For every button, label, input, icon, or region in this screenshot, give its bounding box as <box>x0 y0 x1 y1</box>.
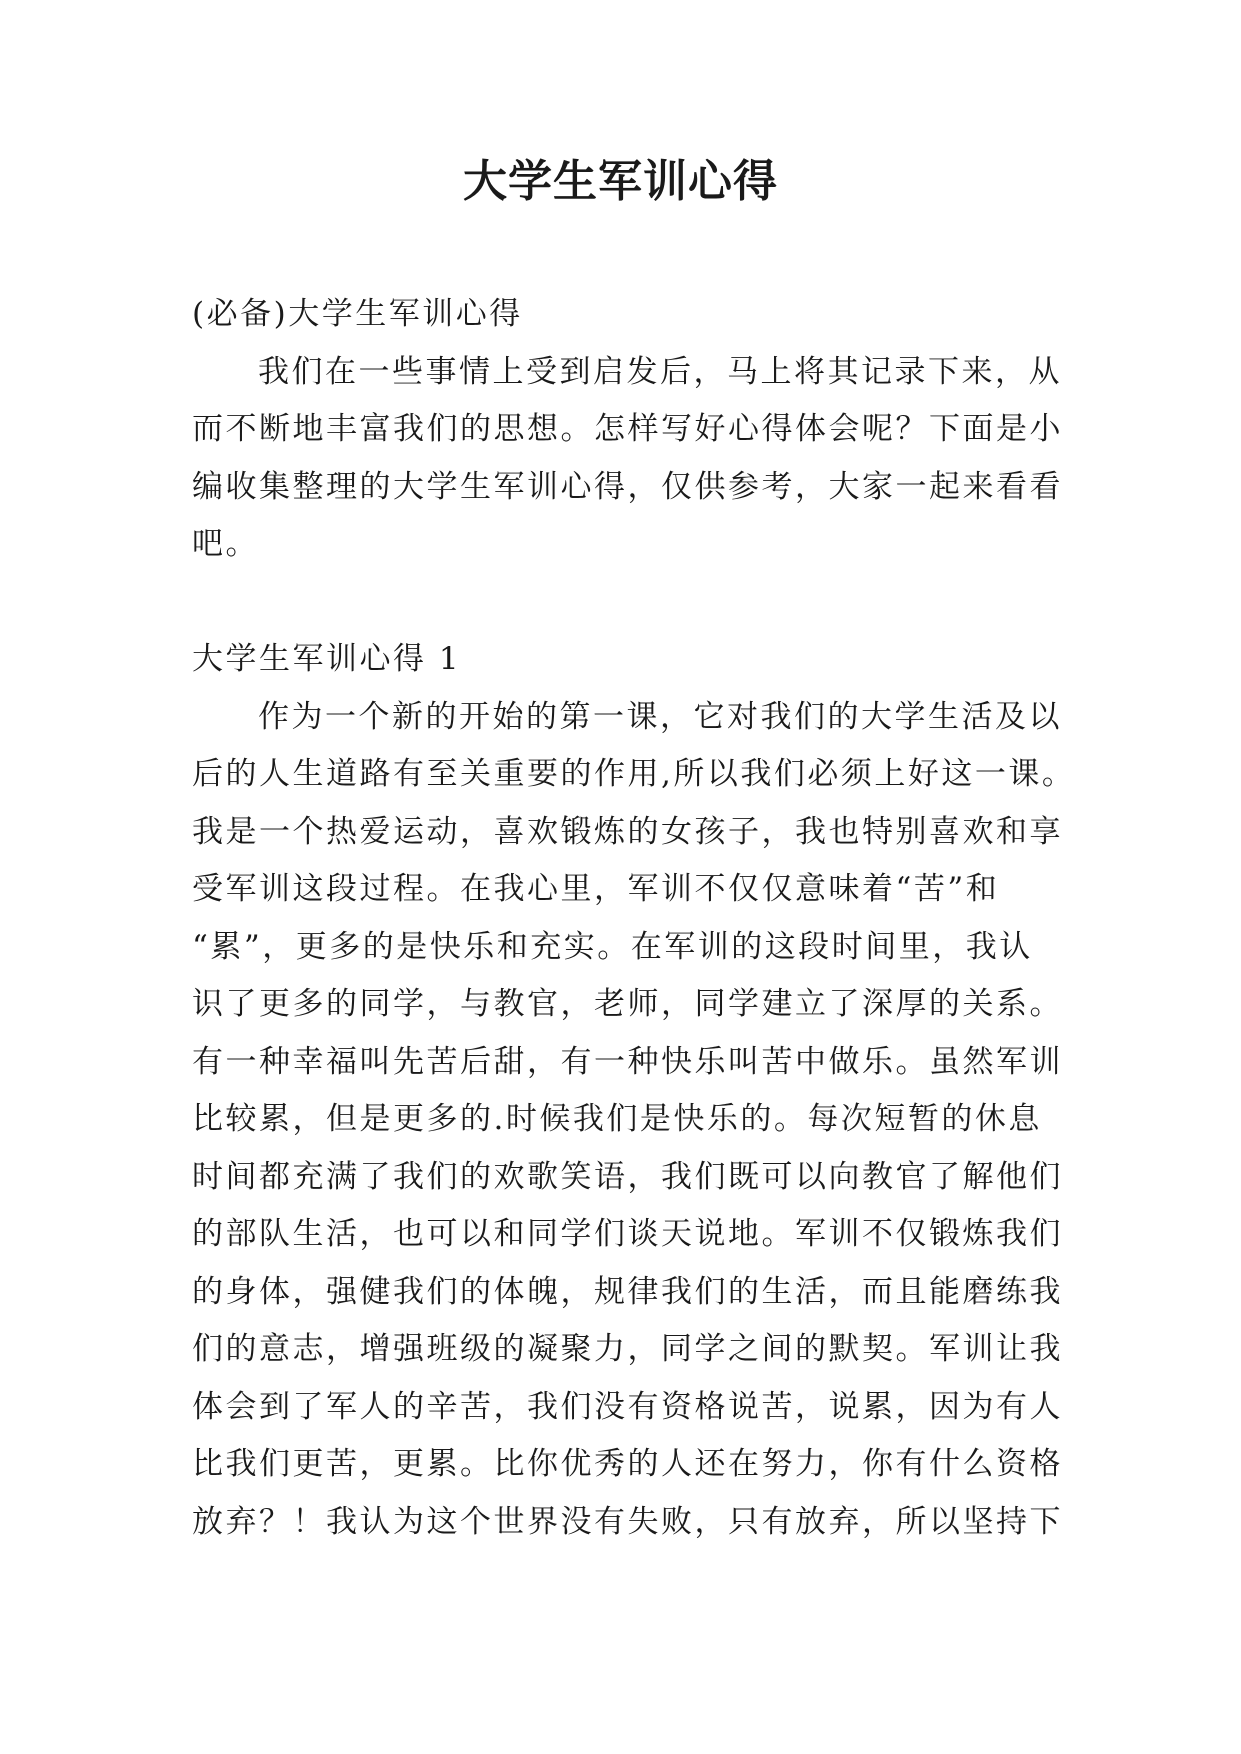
paragraph-line: 受军训这段过程。在我心里，军训不仅仅意味着“苦”和 <box>192 871 1000 907</box>
paragraph-line: 吧。 <box>192 526 259 562</box>
paragraph-line: 比我们更苦，更累。比你优秀的人还在努力，你有什么资格 <box>192 1446 1063 1482</box>
paragraph-line: 放弃？！我认为这个世界没有失败，只有放弃，所以坚持下 <box>192 1503 1063 1540</box>
paragraph-line: 时间都充满了我们的欢歌笑语，我们既可以向教官了解他们 <box>192 1158 1063 1195</box>
subtitle: (必备)大学生军训心得 <box>192 296 523 332</box>
paragraph-line: 们的意志，增强班级的凝聚力，同学之间的默契。军训让我 <box>192 1331 1063 1367</box>
section-heading: 大学生军训心得 1 <box>192 641 462 677</box>
paragraph-line: 作为一个新的开始的第一课，它对我们的大学生活及以 <box>258 698 1062 735</box>
paragraph-line: 我们在一些事情上受到启发后，马上将其记录下来，从 <box>258 353 1062 390</box>
paragraph-line: 比较累，但是更多的.时候我们是快乐的。每次短暂的休息 <box>192 1101 1042 1137</box>
paragraph-line: 的部队生活，也可以和同学们谈天说地。军训不仅锻炼我们 <box>192 1216 1063 1252</box>
intro-paragraph <box>192 344 1063 574</box>
document-title: 大学生军训心得 <box>463 156 778 207</box>
document-body <box>192 286 1076 1551</box>
paragraph-spacer <box>192 574 1052 632</box>
paragraph-line: 有一种幸福叫先苦后甜，有一种快乐叫苦中做乐。虽然军训 <box>192 1043 1063 1080</box>
paragraph-line: 我是一个热爱运动，喜欢锻炼的女孩子，我也特别喜欢和享 <box>192 813 1063 850</box>
paragraph-line: 编收集整理的大学生军训心得，仅供参考，大家一起来看看 <box>192 468 1063 505</box>
paragraph-line: 识了更多的同学，与教官，老师，同学建立了深厚的关系。 <box>192 986 1063 1022</box>
paragraph-line: 体会到了军人的辛苦，我们没有资格说苦，说累，因为有人 <box>192 1388 1063 1425</box>
paragraph-line: 而不断地丰富我们的思想。怎样写好心得体会呢？下面是小 <box>192 411 1063 447</box>
paragraph-line: 的身体，强健我们的体魄，规律我们的生活，而且能磨练我 <box>192 1273 1063 1310</box>
section-paragraph <box>192 689 1076 1552</box>
paragraph-line: “累”，更多的是快乐和充实。在军训的这段时间里，我认 <box>192 928 1033 965</box>
paragraph-line: 后的人生道路有至关重要的作用,所以我们必须上好这一课。 <box>192 756 1076 792</box>
